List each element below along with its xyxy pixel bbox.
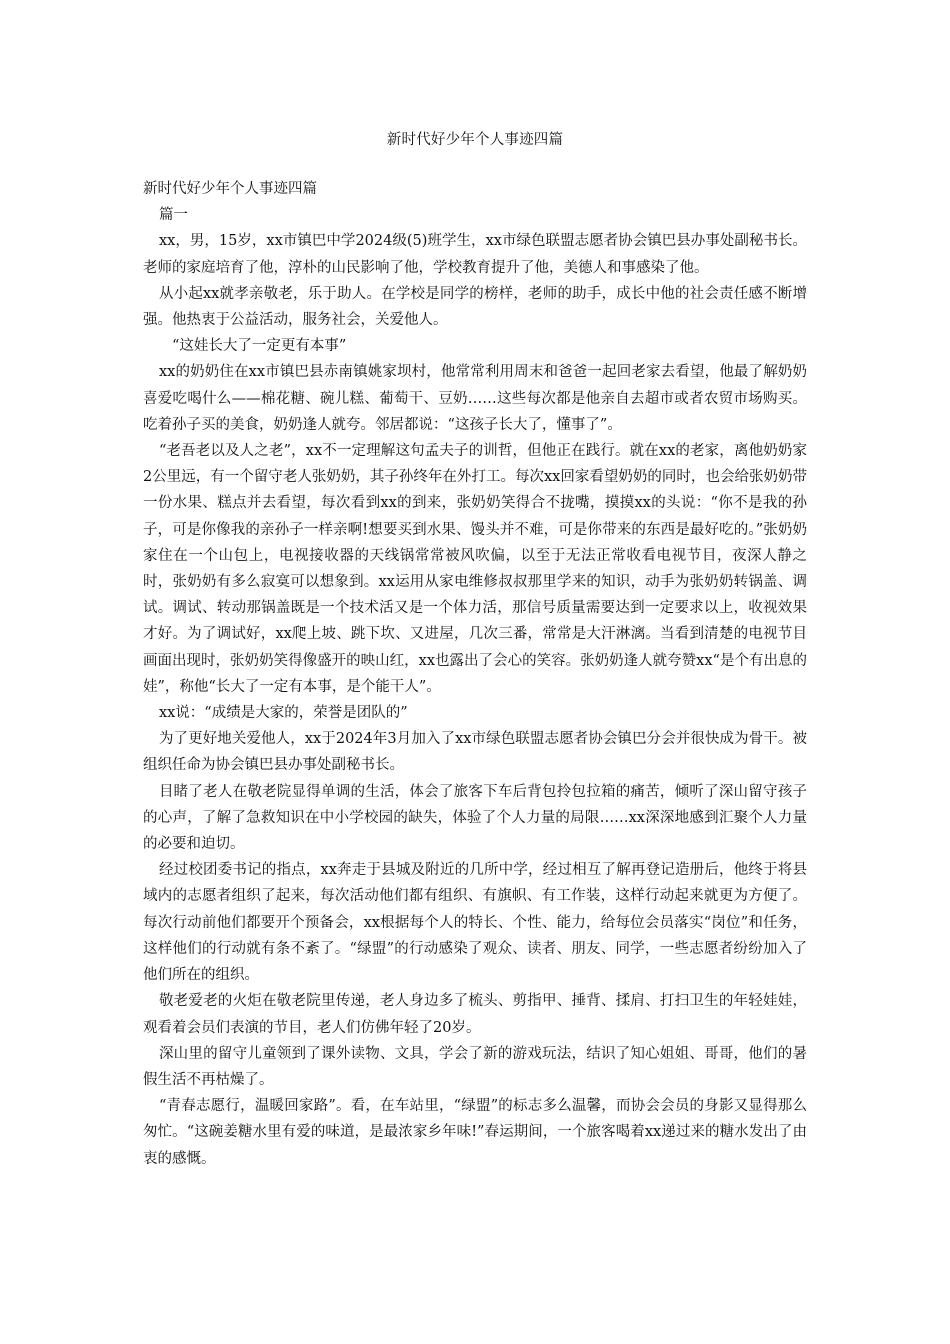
paragraph: xx，男，15岁，xx市镇巴中学2024级(5)班学生，xx市绿色联盟志愿者协会镇巴县办事处副秘书长。老师的家庭培育了他，淳朴的山民影响了他，学校教育提升了他，美德人和事感染了他。 — [143, 233, 807, 276]
paragraph: 敬老爱老的火炬在敬老院里传递，老人身边多了梳头、剪指甲、捶背、揉肩、打扫卫生的年轻娃娃，观看着会员们表演的节目，老人们仿佛年轻了20岁。 — [143, 993, 807, 1036]
paragraph: 经过校团委书记的指点，xx奔走于县城及附近的几所中学，经过相互了解再登记造册后，他终于将县域内的志愿者组织了起来，每次活动他们都有组织、有旗帜、有工作装，这样行动起来就更为方便了。每次行动前他们都要开个预备会，xx根据每个人的特长、个性、能力，给每位会员落实“岗位”和任务，这样他们的行动就有条不紊了。“绿盟”的行动感染了观众、读者、朋友、同学，一些志愿者纷纷加入了他们所在的组织。 — [143, 862, 807, 984]
paragraph: 为了更好地关爱他人，xx于2024年3月加入了xx市绿色联盟志愿者协会镇巴分会并很快成为骨干。被组织任命为协会镇巴县办事处副秘书长。 — [143, 731, 807, 774]
document-body — [143, 176, 807, 1172]
paragraph: 目睹了老人在敬老院显得单调的生活，体会了旅客下车后背包拎包拉箱的痛苦，倾听了深山留守孩子的心声，了解了急救知识在中小学校园的缺失，体验了个人力量的局限……xx深深地感到汇聚个人力量的必要和迫切。 — [143, 783, 807, 853]
document-title: 新时代好少年个人事迹四篇 — [386, 132, 564, 148]
paragraph: 篇一 — [158, 207, 188, 224]
paragraph: “这娃长大了一定更有本事” — [172, 338, 347, 355]
paragraph: “老吾老以及人之老”，xx不一定理解这句孟夫子的训哲，但他正在践行。就在xx的老家，离他奶奶家2公里远，有一个留守老人张奶奶，其子孙终年在外打工。每次xx回家看望奶奶的同时，也会给张奶奶带一份水果、糕点并去看望，每次看到xx的到来，张奶奶笑得合不拢嘴，摸摸xx的头说：“你不是我的孙子，可是你像我的亲孙子一样亲啊!想要买到水果、馒头并不难，可是你带来的东西是最好吃的。”张奶奶家住在一个山包上，电视接收器的天线锅常常被风吹偏，以至于无法正常收看电视节目，夜深人静之时，张奶奶有多么寂寞可以想象到。xx运用从家电维修叔叔那里学来的知识，动手为张奶奶转锅盖、调试。调试、转动那锅盖既是一个技术活又是一个体力活，那信号质量需要达到一定要求以上，收视效果才好。为了调试好，xx爬上坡、跳下坎、又进屋，几次三番，常常是大汗淋漓。当看到清楚的电视节目画面出现时，张奶奶笑得像盛开的映山红，xx也露出了会心的笑容。张奶奶逢人就夸赞xx“是个有出息的娃”，称他“长大了一定有本事，是个能干人”。 — [143, 443, 807, 695]
paragraph: 从小起xx就孝亲敬老，乐于助人。在学校是同学的榜样，老师的助手，成长中他的社会责任感不断增强。他热衷于公益活动，服务社会，关爱他人。 — [143, 285, 807, 329]
document-heading: 新时代好少年个人事迹四篇 — [143, 181, 317, 197]
paragraph: “青春志愿行，温暖回家路”。看，在车站里，“绿盟”的标志多么温馨，而协会会员的身影又显得那么匆忙。“这碗姜糖水里有爱的味道，是最浓家乡年味!”春运期间，一个旅客喝着xx递过来的糖水发出了由衷的感慨。 — [143, 1098, 807, 1167]
paragraph: 深山里的留守儿童领到了课外读物、文具，学会了新的游戏玩法，结识了知心姐姐、哥哥，他们的暑假生活不再枯燥了。 — [143, 1045, 807, 1088]
paragraph: xx说：“成绩是大家的，荣誉是团队的” — [158, 705, 408, 722]
paragraph: xx的奶奶住在xx市镇巴县赤南镇姚家坝村，他常常利用周末和爸爸一起回老家去看望，他最了解奶奶喜爱吃喝什么——棉花糖、碗儿糕、葡萄干、豆奶……这些每次都是他亲自去超市或者农贸市场购买。吃着孙子买的美食，奶奶逢人就夸。邻居都说：“这孩子长大了，懂事了”。 — [143, 364, 807, 433]
